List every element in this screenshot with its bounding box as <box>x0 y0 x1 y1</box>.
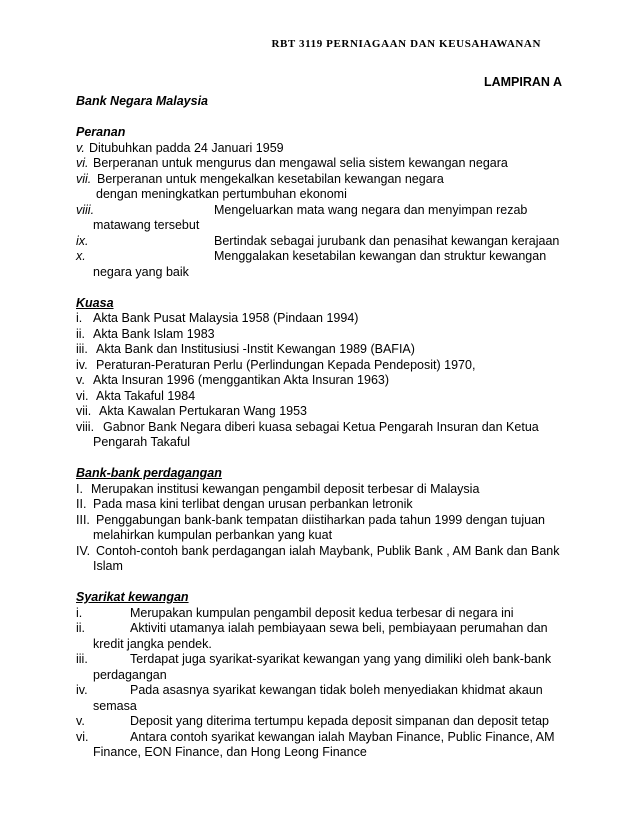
list-item-continuation: Pengarah Takaful <box>93 435 191 449</box>
list-item: vii. Berperanan untuk mengekalkan kesetabilan kewangan negara <box>76 171 444 186</box>
list-item: vi. Akta Takaful 1984 <box>76 388 196 403</box>
list-item: x. Menggalakan kesetabilan kewangan dan struktur kewangan <box>76 249 547 263</box>
section-title-bank-perdagangan: Bank-bank perdagangan <box>76 466 222 480</box>
list-item-continuation: matawang tersebut <box>93 218 200 232</box>
document-body <box>76 94 564 761</box>
list-item: iii. Akta Bank dan Institusiusi -Instit Kewangan 1989 (BAFIA) <box>76 342 415 356</box>
list-item: v. Akta Insuran 1996 (menggantikan Akta Insuran 1963) <box>76 373 390 387</box>
list-item: v. Deposit yang diterima tertumpu kepada deposit simpanan dan deposit tetap <box>76 714 550 728</box>
list-item: ii. Akta Bank Islam 1983 <box>76 326 215 341</box>
list-item: ix. Bertindak sebagai jurubank dan penasihat kewangan kerajaan <box>76 233 560 248</box>
list-item-continuation: perdagangan <box>93 667 167 682</box>
list-item-continuation: kredit jangka pendek. <box>93 636 212 651</box>
list-item: iv. Pada asasnya syarikat kewangan tidak boleh menyediakan khidmat akaun <box>76 683 543 697</box>
list-item: iv. Peraturan-Peraturan Perlu (Perlindungan Kepada Pendeposit) 1970, <box>76 357 476 372</box>
list-item: III. Penggabungan bank-bank tempatan diistiharkan pada tahun 1999 dengan tujuan <box>76 512 545 527</box>
list-item-continuation: Islam <box>93 559 123 573</box>
section-title-kuasa: Kuasa <box>76 295 114 310</box>
list-item: vi. Berperanan untuk mengurus dan mengawal selia sistem kewangan negara <box>76 156 508 170</box>
list-item-continuation: dengan meningkatkan pertumbuhan ekonomi <box>96 187 347 201</box>
list-item-continuation: Finance, EON Finance, dan Hong Leong Finance <box>93 745 367 759</box>
bank-perdagangan-list <box>76 482 564 575</box>
list-item: II. Pada masa kini terlibat dengan urusan perbankan letronik <box>76 497 413 511</box>
list-item: iii. Terdapat juga syarikat-syarikat kewangan yang yang dimiliki oleh bank-bank <box>76 652 552 666</box>
list-item-continuation: melahirkan kumpulan perbankan yang kuat <box>93 528 333 542</box>
kuasa-list <box>76 311 564 451</box>
section-title-peranan: Peranan <box>76 125 126 139</box>
list-item: viii. Gabnor Bank Negara diberi kuasa sebagai Ketua Pengarah Insuran dan Ketua <box>76 419 539 434</box>
peranan-list <box>76 141 564 281</box>
list-item: viii. Mengeluarkan mata wang negara dan menyimpan rezab <box>76 202 528 217</box>
course-header: RBT 3119 PERNIAGAAN DAN KEUSAHAWANAN <box>271 38 541 50</box>
list-item: i. Merupakan kumpulan pengambil deposit kedua terbesar di negara ini <box>76 605 514 620</box>
list-item-continuation: semasa <box>93 698 137 713</box>
appendix-label: LAMPIRAN A <box>483 75 562 89</box>
list-item: i. Akta Bank Pusat Malaysia 1958 (Pindaan 1994) <box>76 311 359 325</box>
list-item: vi. Antara contoh syarikat kewangan ialah Mayban Finance, Public Finance, AM <box>76 729 555 744</box>
list-item: IV. Contoh-contoh bank perdagangan ialah Maybank, Publik Bank , AM Bank dan Bank <box>76 543 560 558</box>
list-item: I. Merupakan institusi kewangan pengambil deposit terbesar di Malaysia <box>76 481 480 496</box>
syarikat-kewangan-list <box>76 606 564 761</box>
list-item: vii. Akta Kawalan Pertukaran Wang 1953 <box>76 404 307 418</box>
list-item: v. Ditubuhkan padda 24 Januari 1959 <box>76 140 284 155</box>
section-title-bnm: Bank Negara Malaysia <box>76 94 209 108</box>
list-item: ii. Aktiviti utamanya ialah pembiayaan sewa beli, pembiayaan perumahan dan <box>76 621 548 635</box>
section-title-syarikat-kewangan: Syarikat kewangan <box>76 590 189 604</box>
list-item-continuation: negara yang baik <box>93 264 189 279</box>
